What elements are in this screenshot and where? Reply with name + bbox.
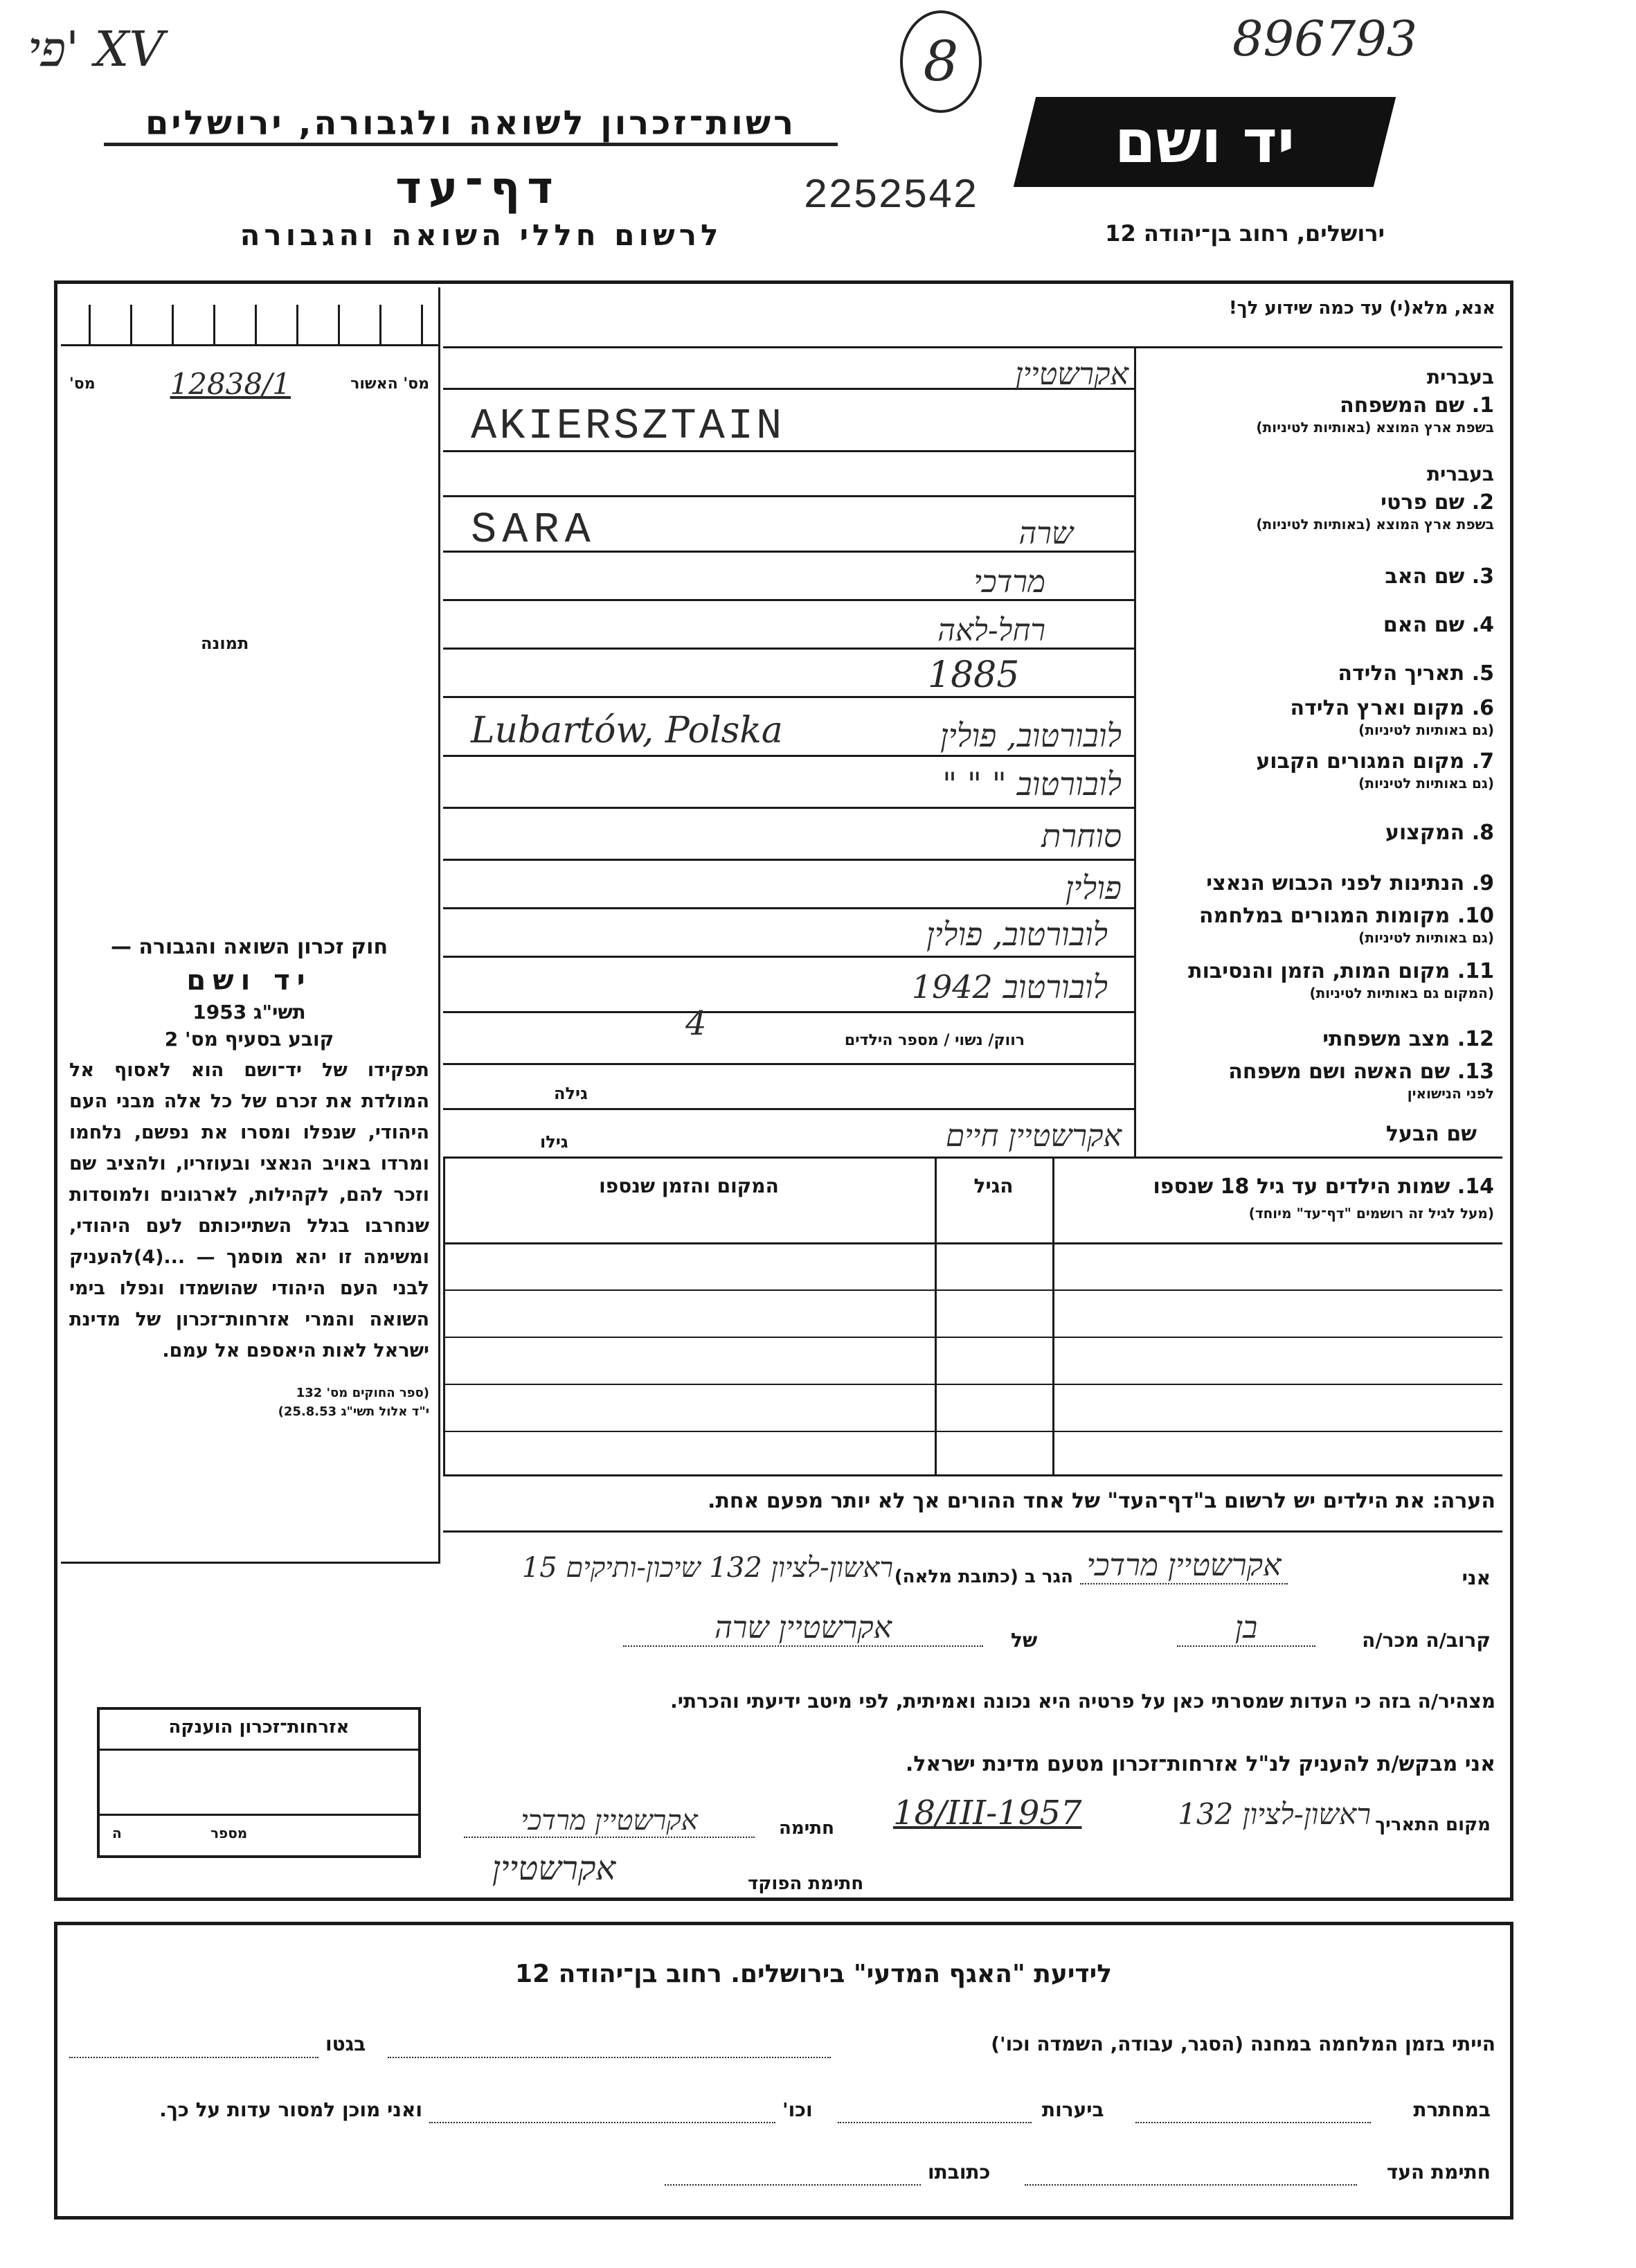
- label-wife-name: 13. שם האשה ושם משפחה לפני הנישואין: [1228, 1060, 1494, 1102]
- bottom-title: לידיעת "האגף המדעי" בירושלים. רחוב בן־יהודה 12: [515, 1960, 1112, 1988]
- note-line: הערה: את הילדים יש לרשום ב"דף־העד" של אחד ההורים אך לא יותר מפעם אחת.: [708, 1489, 1495, 1513]
- citizenship-box: [97, 1707, 421, 1858]
- citizenship-box-title: אזרחות־זכרון הוענקה: [168, 1717, 350, 1738]
- label-first-name: 2. שם פרטי בשפת ארץ המוצא (באותיות לטיניות): [1256, 490, 1494, 533]
- label-husband-name: שם הבעל: [1385, 1122, 1477, 1146]
- bottom-line3-mid: כתובתו: [928, 2161, 991, 2184]
- label-nationality: 9. הנתינות לפני הכבוש הנאצי: [1206, 871, 1494, 895]
- decl-place-date-label: מקום התאריך: [1375, 1814, 1491, 1835]
- logo-address: ירושלים, רחוב בן־יהודה 12: [1105, 220, 1385, 247]
- lang-label-2: בעברית: [1426, 463, 1494, 485]
- value-children-count: 4: [685, 1004, 707, 1043]
- citizenship-box-date-label: ה: [112, 1825, 122, 1841]
- bottom-line2-end: ואני מוכן למסור עדות על כך.: [159, 2098, 422, 2121]
- divider: [443, 1530, 1502, 1533]
- children-header-sub: (מעל לגיל זה רושמים "דף־עד" מיוחד): [1248, 1205, 1494, 1222]
- decl-relation-label: קרוב/ה מכר/ה: [1362, 1629, 1491, 1652]
- tick-strip: [61, 305, 438, 346]
- bottom-line1: הייתי בזמן המלחמה במחנה (הסגר, עבודה, השמדה וכו'): [991, 2033, 1495, 2055]
- decl-place-value: ראשון-לציון 132: [1178, 1797, 1371, 1831]
- decl-statement: מצהיר/ה בזה כי העדות שמסרתי כאן על פרטיה היא נכונה ואמיתית, לפי מיטב ידיעתי והכרתי.: [670, 1690, 1495, 1713]
- yad-vashem-logo: יד ושם: [1014, 97, 1396, 187]
- value-war-places: לובורטוב, פולין: [926, 916, 1108, 953]
- form-title: דף־עד: [395, 163, 560, 214]
- value-husband-name: אקרשטיין חיים: [945, 1118, 1122, 1154]
- org-line: רשות־זכרון לשואה ולגבורה, ירושלים: [104, 104, 838, 146]
- value-residence: לובורטוב " " ": [942, 765, 1122, 803]
- form-number: 2252542: [803, 173, 978, 220]
- value-birth-place-he: לובורטוב, פולין: [940, 717, 1122, 754]
- decl-relation-value: בן: [1177, 1610, 1315, 1647]
- bottom-blank-7[interactable]: [665, 2183, 921, 2186]
- label-mother: 4. שם האם: [1383, 613, 1494, 637]
- decl-of-value: אקרשטיין שרה: [623, 1610, 983, 1647]
- bottom-blank-2[interactable]: [69, 2055, 318, 2058]
- bottom-blank-5[interactable]: [429, 2120, 775, 2123]
- law-footer-1: (ספר החוקים מס' 132: [296, 1386, 429, 1400]
- bottom-line2-mid: ביערות: [1042, 2098, 1104, 2121]
- value-mother: רחל-לאה: [937, 613, 1045, 648]
- children-header-place: המקום והזמן שנספו: [599, 1175, 779, 1197]
- decl-official-label: חתימת הפוקד: [748, 1873, 864, 1894]
- bottom-blank-3[interactable]: [1135, 2120, 1371, 2123]
- value-profession: סוחרת: [1041, 817, 1122, 855]
- bottom-line2-mid2: וכו': [782, 2098, 813, 2121]
- decl-signature-value: אקרשטיין מרדכי: [464, 1804, 755, 1838]
- lang-label-1: בעברית: [1426, 366, 1494, 389]
- bottom-line3-start: חתימת העד: [1386, 2161, 1491, 2184]
- husband-age-label: גילו: [540, 1132, 568, 1152]
- label-column-divider: [1134, 346, 1136, 1157]
- law-block: [69, 935, 429, 1419]
- label-family-status: 12. מצב משפחתי: [1322, 1027, 1494, 1051]
- decl-signature-label: חתימה: [779, 1818, 834, 1839]
- margin-note-top-left: פי' XV: [28, 21, 164, 78]
- decl-i-label: אני: [1462, 1566, 1491, 1589]
- label-birth-date: 5. תאריך הלידה: [1338, 661, 1494, 686]
- margin-note-top-right: 896793: [1232, 10, 1418, 67]
- decl-resides-label: הגר ב (כתובת מלאה): [894, 1566, 1073, 1587]
- row-line: [443, 495, 1134, 497]
- row-line: [443, 1011, 1134, 1013]
- row-line: [443, 859, 1134, 861]
- label-family-name: 1. שם המשפחה בשפת ארץ המוצא (באותיות לטיניות): [1256, 393, 1494, 436]
- decl-official-value: אקרשטיין: [492, 1849, 616, 1888]
- decl-address-value: ראשון-לציון 132 שיכון-ותיקים 15: [521, 1552, 893, 1584]
- instruction: אנא, מלא(י) עד כמה שידוע לך!: [1228, 298, 1495, 319]
- row-line: [443, 807, 1134, 809]
- law-clause: קובע בסעיף מס' 2: [164, 1028, 334, 1051]
- label-war-places: 10. מקומות המגורים במלחמה (גם באותיות לטיניות): [1199, 904, 1494, 946]
- bottom-blank-4[interactable]: [838, 2120, 1032, 2123]
- label-profession: 8. המקצוע: [1385, 821, 1494, 845]
- row-line: [443, 1108, 1134, 1110]
- bottom-line2-start: במחתרת: [1413, 2098, 1491, 2121]
- law-title: חוק זכרון השואה והגבורה —: [110, 935, 388, 959]
- children-table: [443, 1158, 1502, 1476]
- children-header-age: הגיל: [973, 1175, 1014, 1197]
- bottom-line1-end: בגטו: [325, 2033, 366, 2055]
- law-footer-2: י"ד אלול תשי"ג 25.8.53): [278, 1404, 429, 1419]
- value-death: לובורטוב 1942: [911, 968, 1108, 1006]
- photo-label: תמונה: [201, 634, 249, 653]
- circled-number: 8: [900, 10, 982, 113]
- law-name: יד ושם: [186, 965, 312, 997]
- wife-age-label: גילה: [554, 1084, 588, 1103]
- label-death: 11. מקום המות, הזמן והנסיבות (המקום גם באותיות לטיניות): [1188, 959, 1494, 1001]
- label-father: 3. שם האב: [1385, 564, 1494, 589]
- law-body: תפקידו של יד־ושם הוא לאסוף אל המולדת את זכרם של כל אלה מבני העם היהודי, שנפלו ומסרו את נפשם, נלחמו ומרדו באויב הנאצי ובעוזריו, ולהציב שם וזכר להם, לקהילות, לארגונים ולמוסדות שנחרבו בגלל השתייכותם לעם היהודי, ומשימה זו יהא מוסמך — ...(4)להעניק לבני העם היהודי שהושמדו ונפלו בימי השואה והמרי אזרחות־זכרון של מדינת ישראל לאות היאספם אל עמם.: [69, 1060, 429, 1361]
- value-birth-date: 1885: [928, 654, 1020, 696]
- decl-request: אני מבקש/ת להעניק לנ"ל אזרחות־זכרון מטעם מדינת ישראל.: [905, 1752, 1495, 1776]
- decl-of-label: של: [1011, 1629, 1038, 1652]
- approval-number-field: מס' האשור 12838/1 מס': [69, 367, 429, 401]
- divider: [443, 346, 1502, 348]
- law-year: תשי"ג 1953: [192, 1001, 306, 1024]
- decl-i-value: אקרשטיין מרדכי: [1080, 1548, 1288, 1584]
- value-family-name-latin: AKIERSZTAIN: [471, 402, 785, 451]
- value-nationality: פולין: [1065, 869, 1122, 907]
- value-first-name-he: שרה: [1018, 516, 1073, 551]
- row-line: [443, 956, 1134, 958]
- value-father: מרדכי: [973, 564, 1045, 600]
- children-header-name: 14. שמות הילדים עד גיל 18 שנספו: [1153, 1175, 1494, 1199]
- row-line: [443, 907, 1134, 909]
- bottom-blank-1[interactable]: [388, 2055, 831, 2058]
- value-first-name-latin: SARA: [471, 506, 596, 555]
- bottom-blank-6[interactable]: [1025, 2183, 1357, 2186]
- decl-date-value: 18/III-1957: [893, 1794, 1082, 1832]
- label-birth-place: 6. מקום וארץ הלידה (גם באותיות לטיניות): [1290, 696, 1494, 738]
- row-line: [443, 755, 1134, 757]
- citizenship-box-num-label: מספר: [210, 1825, 248, 1841]
- label-residence: 7. מקום המגורים הקבוע (גם באותיות לטיניות): [1256, 749, 1494, 792]
- row-line: [443, 1063, 1134, 1065]
- family-status-options: רווק/ נשוי / מספר הילדים: [844, 1032, 1025, 1049]
- row-line: [443, 696, 1134, 698]
- value-family-name-he: אקרשטיין: [1015, 357, 1129, 392]
- value-birth-place-latin: Lubartów, Polska: [471, 710, 783, 751]
- form-subtitle: לרשום חללי השואה והגבורה: [240, 218, 723, 252]
